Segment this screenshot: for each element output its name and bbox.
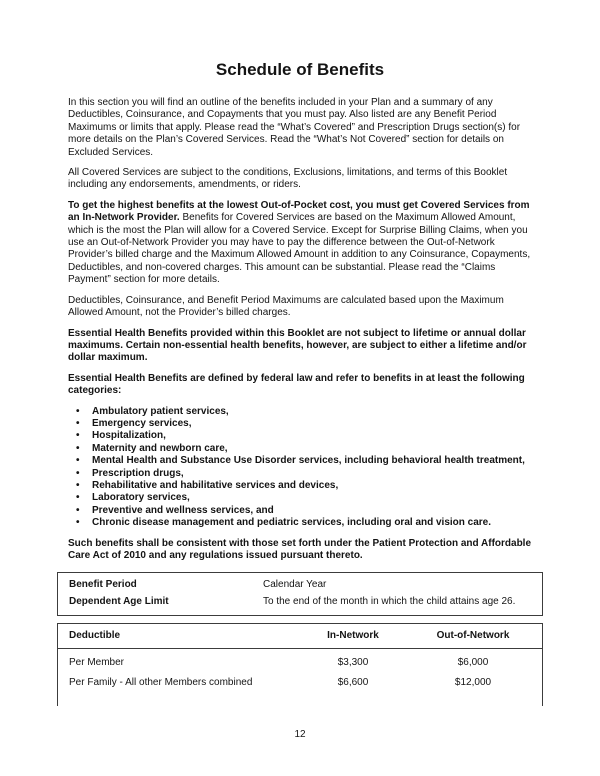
table-row <box>58 649 542 669</box>
highest-benefits-paragraph <box>68 200 532 287</box>
per-family-out-of-network-value: $12,000 <box>454 677 492 689</box>
per-member-label: Per Member <box>69 656 125 668</box>
per-family-in-network-value: $6,600 <box>337 677 369 689</box>
ehb-defined-paragraph: Essential Health Benefits are defined by federal law and refer to benefits in at least the following categories: <box>68 372 525 397</box>
benefit-period-value: Calendar Year <box>263 578 327 590</box>
list-item: • Maternity and newborn care, <box>68 443 546 455</box>
list-item: • Preventive and wellness services, and <box>68 505 546 517</box>
table-row <box>58 594 542 611</box>
intro-paragraph: In this section you will find an outline of the benefits included in your Plan and a summary of any Deductibles, Coinsurance, and Copayments that you must pay. Also listed are any Benefit Period Maximums or limits that apply. Please read the “What’s Covered” and Prescription Drugs section(s) for more details on the Plan’s Covered Services. Read the “What’s Not Covered” section for details on Excluded Services. <box>68 97 521 158</box>
dependent-age-limit-value: To the end of the month in which the child attains age 26. <box>263 596 516 608</box>
in-network-header: In-Network <box>327 630 379 642</box>
consistency-paragraph: Such benefits shall be consistent with those set forth under the Patient Protection and Affordable Care Act of 2010 and any regulations issued pursuant thereto. <box>68 537 532 561</box>
per-member-out-of-network-value: $6,000 <box>457 656 489 668</box>
deductible-table-header <box>58 624 542 648</box>
ehb-lifetime-paragraph: Essential Health Benefits provided within this Booklet are not subject to lifetime or annual dollar maximums. Certain non-essential health benefits, however, are subject to either a lifetime and/or dollar maximum. <box>68 327 527 364</box>
list-item: • Prescription drugs, <box>68 468 546 480</box>
essential-health-benefits-list <box>68 406 546 530</box>
covered-services-paragraph: All Covered Services are subject to the conditions, Exclusions, limitations, and terms of this Booklet including any endorsements, amendments, or riders. <box>68 167 508 191</box>
highest-benefits-rest-text: Benefits for Covered Services are based on the Maximum Allowed Amount, which is the most the Plan will allow for a Covered Service. Except for Surprise Billing Claims, when you use an Out-of-Network Provider you may have to pay the difference between the Out-of-Network Provider’s billed charge and the Maximum Allowed Amount in addition to any Coinsurance, Copayments, Deductibles, and non-covered charges. This amount can be substantial. Please read the “Claims Payment” section for more details. <box>68 212 531 286</box>
list-item: • Emergency services, <box>68 418 546 430</box>
list-item: • Ambulatory patient services, <box>68 406 546 418</box>
list-item: • Rehabilitative and habilitative services and devices, <box>68 480 546 492</box>
page-title: Schedule of Benefits <box>215 60 385 79</box>
per-member-in-network-value: $3,300 <box>337 656 369 668</box>
dependent-age-limit-label: Dependent Age Limit <box>69 596 169 608</box>
deductibles-calc-paragraph: Deductibles, Coinsurance, and Benefit Period Maximums are calculated based upon the Maximum Allowed Amount, not the Provider’s billed charges. <box>68 294 504 319</box>
deductible-header-label: Deductible <box>69 630 121 642</box>
deductible-table <box>57 623 543 706</box>
list-item: • Mental Health and Substance Use Disorder services, including behavioral health treatment, <box>68 455 546 467</box>
table-row <box>58 576 542 593</box>
out-of-network-header: Out-of-Network <box>436 630 510 642</box>
highest-benefits-bold-text: To get the highest benefits at the lowest Out-of-Pocket cost, you must get Covered Services from an In-Network Provider. <box>68 199 530 224</box>
list-item: • Hospitalization, <box>68 430 546 442</box>
list-item: • Laboratory services, <box>68 492 546 504</box>
list-item: • Chronic disease management and pediatric services, including oral and vision care. <box>68 517 546 529</box>
per-family-label: Per Family - All other Members combined <box>69 677 253 689</box>
benefit-period-table <box>57 572 543 616</box>
benefit-period-label: Benefit Period <box>69 578 137 590</box>
table-row <box>58 669 542 689</box>
page-number: 12 <box>294 729 306 740</box>
